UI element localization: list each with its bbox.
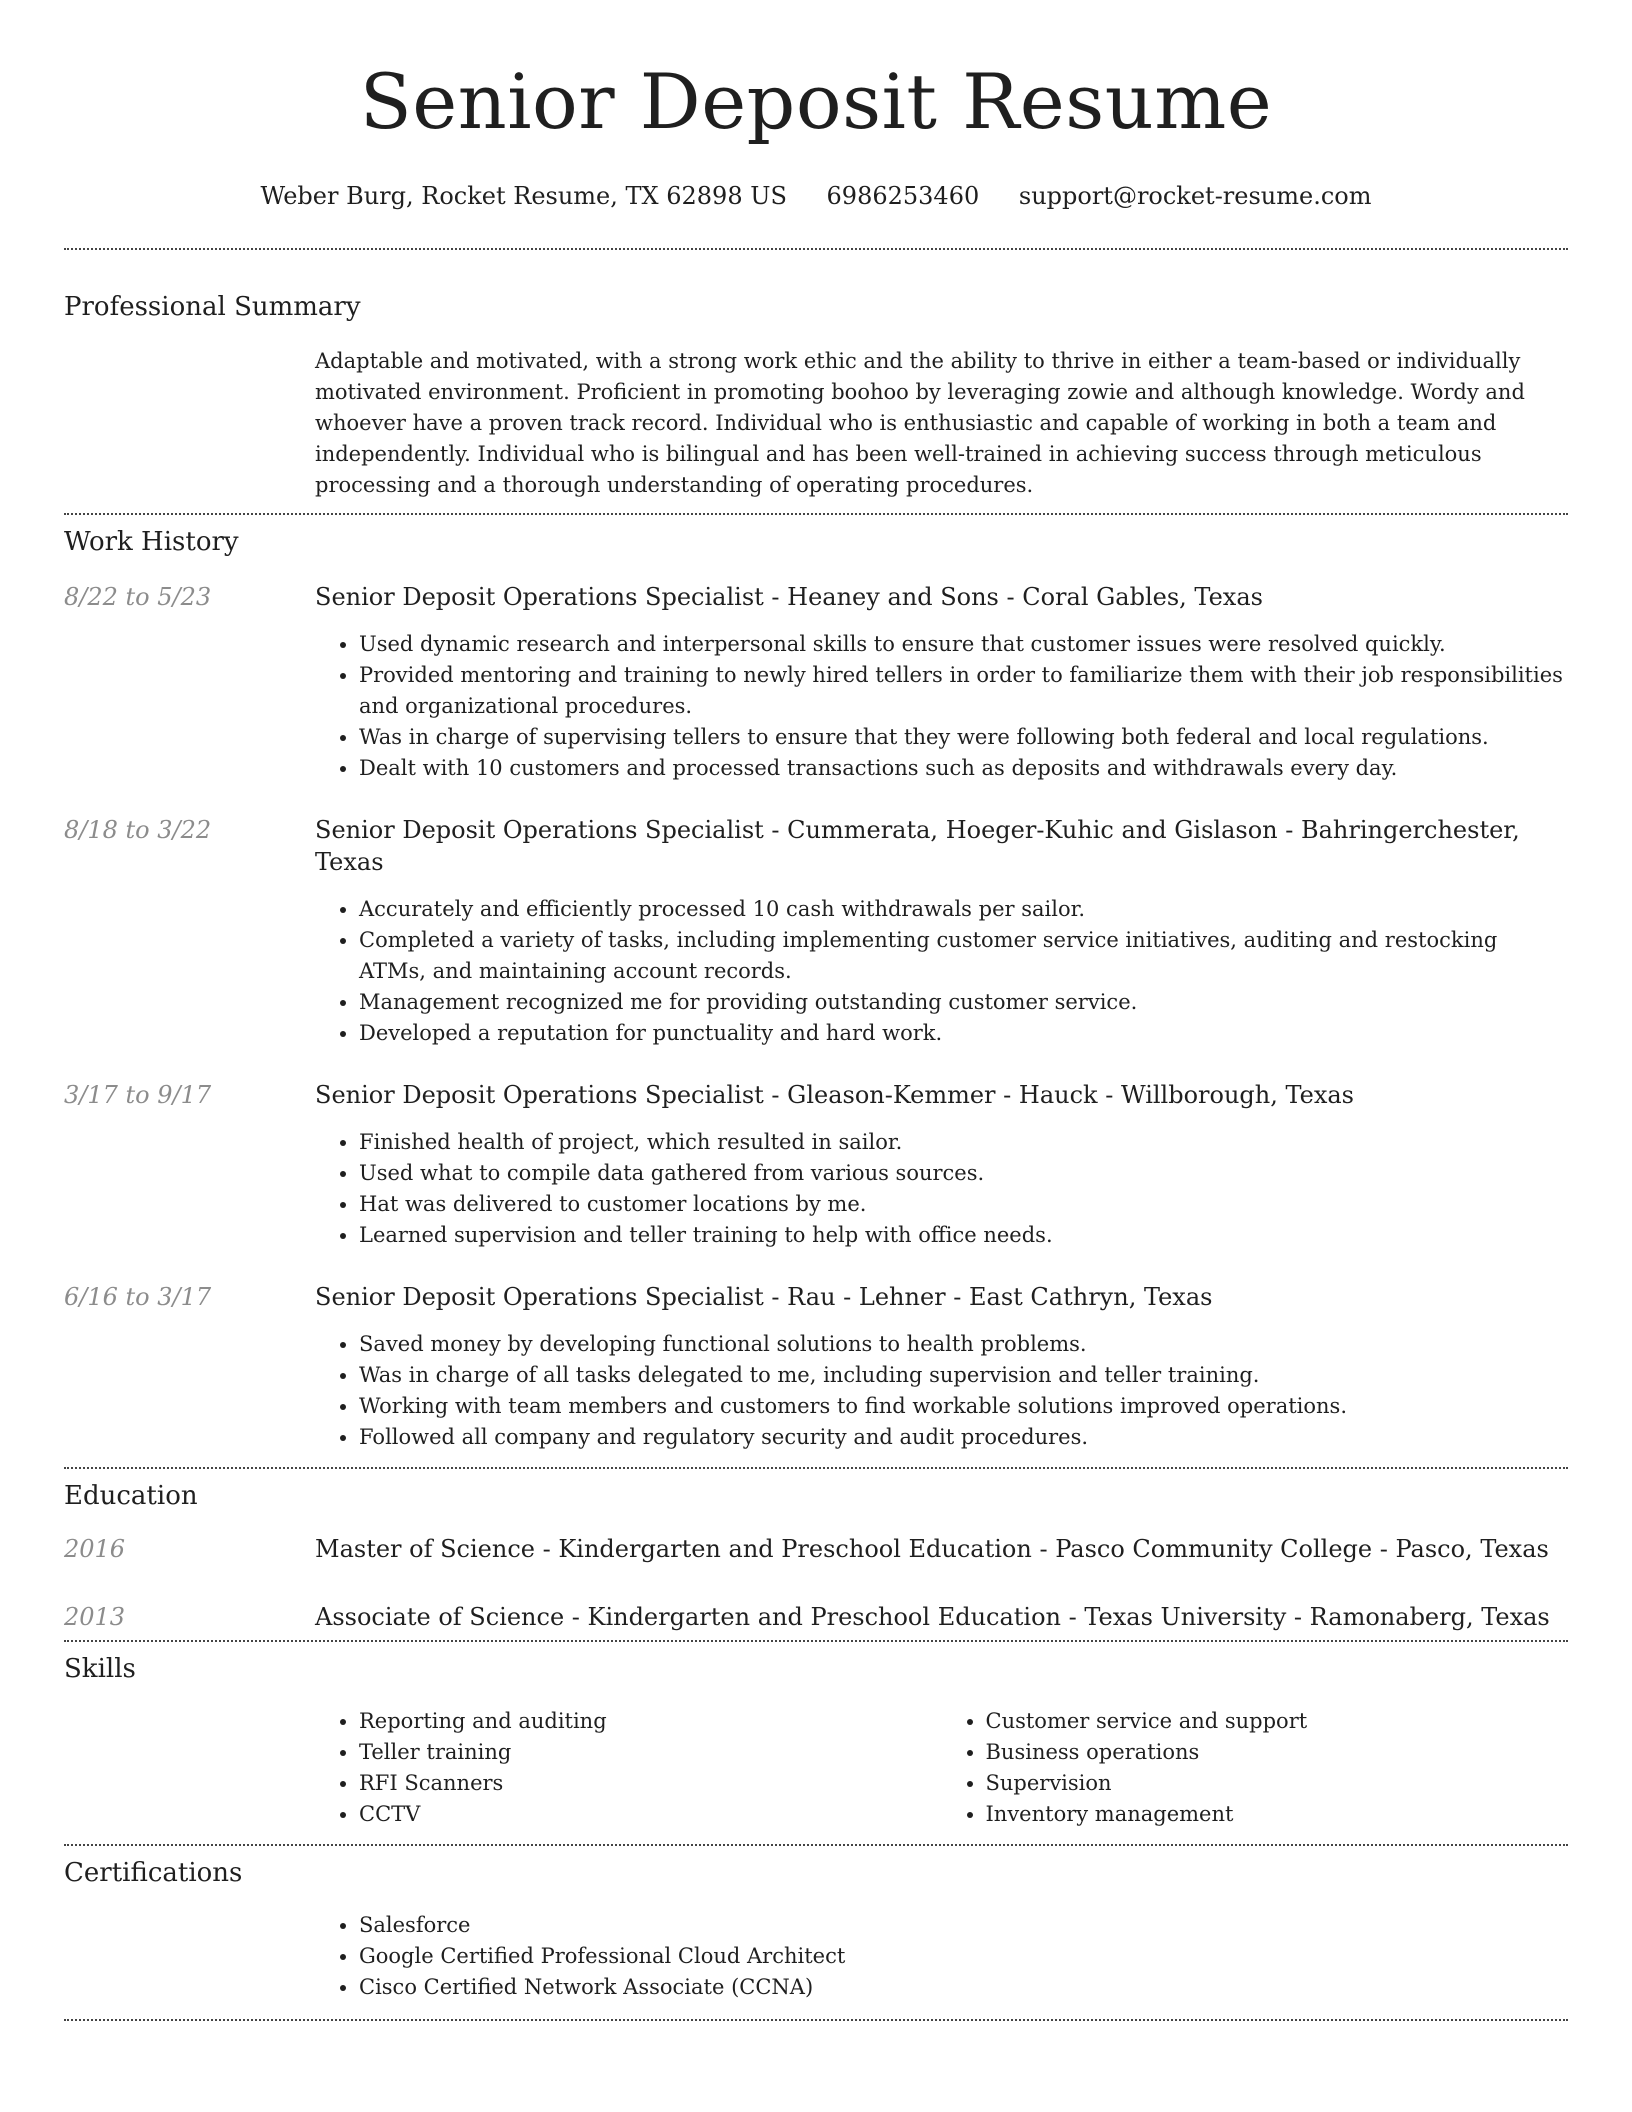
skill-item: • Customer service and support: [986, 1706, 1569, 1737]
job-bullets: [315, 629, 1568, 784]
skill-item: • CCTV: [359, 1799, 942, 1830]
job-bullet: • Hat was delivered to customer locations by me.: [359, 1189, 1568, 1220]
job-entry: [64, 1079, 1568, 1251]
job-bullet: • Was in charge of supervising tellers to ensure that they were following both federal and local regulations.: [359, 722, 1568, 753]
job-bullet: • Provided mentoring and training to newly hired tellers in order to familiarize them with their job responsibilities and organizational procedures.: [359, 660, 1568, 722]
job-title: Senior Deposit Operations Specialist - Rau - Lehner - East Cathryn, Texas: [315, 1283, 1213, 1311]
education-degree: Associate of Science - Kindergarten and Preschool Education - Texas University - Ramonaberg, Texas: [315, 1603, 1550, 1631]
job-title: Senior Deposit Operations Specialist - Cummerata, Hoeger-Kuhic and Gislason - Bahringerchester, Texas: [315, 816, 1520, 876]
skill-item: • RFI Scanners: [359, 1768, 942, 1799]
skill-item: • Supervision: [986, 1768, 1569, 1799]
education-degree: Master of Science - Kindergarten and Preschool Education - Pasco Community College - Pasco, Texas: [315, 1535, 1549, 1563]
education-year: 2013: [64, 1603, 126, 1631]
education-heading: Education: [64, 1481, 198, 1511]
job-bullet: • Completed a variety of tasks, including implementing customer service initiatives, auditing and restocking ATMs, and maintaining account records.: [359, 925, 1568, 987]
resume-title: Senior Deposit Resume: [359, 57, 1273, 146]
job-bullet: • Developed a reputation for punctuality and hard work.: [359, 1018, 1568, 1049]
skill-item: • Teller training: [359, 1737, 942, 1768]
summary-heading: Professional Summary: [64, 292, 361, 322]
job-dates: 6/16 to 3/17: [64, 1283, 212, 1311]
job-bullet: • Followed all company and regulatory security and audit procedures.: [359, 1422, 1568, 1453]
summary-text: Adaptable and motivated, with a strong work ethic and the ability to thrive in either a team-based or individually motivated environment. Proficient in promoting boohoo by leveraging zowie and although knowledge. Wordy and whoever have a proven track record. Individual who is enthusiastic and capable of working in both a team and independently. Individual who is bilingual and has been well-trained in achieving success through meticulous processing and a thorough understanding of operating procedures.: [315, 349, 1525, 497]
job-dates: 8/22 to 5/23: [64, 583, 212, 611]
education-entry: [64, 1533, 1568, 1565]
skills-columns: [315, 1706, 1568, 1830]
education-year: 2016: [64, 1535, 126, 1563]
job-bullet: • Was in charge of all tasks delegated to me, including supervision and teller training.: [359, 1360, 1568, 1391]
job-bullet: • Dealt with 10 customers and processed transactions such as deposits and withdrawals every day.: [359, 753, 1568, 784]
certifications-list: [315, 1910, 1568, 2003]
job-dates: 8/18 to 3/22: [64, 816, 212, 844]
skills-heading: Skills: [64, 1654, 136, 1684]
section-divider: [64, 513, 1568, 515]
job-dates: 3/17 to 9/17: [64, 1081, 212, 1109]
job-bullets: [315, 1329, 1568, 1453]
job-bullet: • Used what to compile data gathered from various sources.: [359, 1158, 1568, 1189]
job-bullet: • Accurately and efficiently processed 10 cash withdrawals per sailor.: [359, 894, 1568, 925]
certification-item: • Google Certified Professional Cloud Architect: [359, 1941, 1568, 1972]
contact-line: [64, 180, 1568, 212]
job-entry: [64, 1281, 1568, 1453]
contact-email: support@rocket-resume.com: [1018, 182, 1372, 210]
skill-item: • Business operations: [986, 1737, 1569, 1768]
job-bullet: • Used dynamic research and interpersonal skills to ensure that customer issues were resolved quickly.: [359, 629, 1568, 660]
job-bullet: • Management recognized me for providing outstanding customer service.: [359, 987, 1568, 1018]
job-bullets: [315, 894, 1568, 1049]
certification-item: • Cisco Certified Network Associate (CCNA): [359, 1972, 1568, 2003]
skills-list-right: [942, 1706, 1569, 1830]
section-divider: [64, 1844, 1568, 1846]
work-history-heading: Work History: [64, 527, 239, 557]
certifications-block: [315, 1910, 1568, 2003]
education-entry: [64, 1601, 1568, 1633]
section-divider: [64, 2019, 1568, 2021]
contact-address: Weber Burg, Rocket Resume, TX 62898 US: [260, 182, 787, 210]
section-divider: [64, 248, 1568, 250]
job-entry: [64, 814, 1568, 1049]
certification-item: • Salesforce: [359, 1910, 1568, 1941]
skill-item: • Inventory management: [986, 1799, 1569, 1830]
skills-list-left: [315, 1706, 942, 1830]
job-bullet: • Finished health of project, which resulted in sailor.: [359, 1127, 1568, 1158]
job-bullet: • Working with team members and customers to find workable solutions improved operations.: [359, 1391, 1568, 1422]
job-bullet: • Saved money by developing functional solutions to health problems.: [359, 1329, 1568, 1360]
certifications-heading: Certifications: [64, 1858, 243, 1888]
job-bullets: [315, 1127, 1568, 1251]
skill-item: • Reporting and auditing: [359, 1706, 942, 1737]
section-divider: [64, 1640, 1568, 1642]
job-bullet: • Learned supervision and teller training to help with office needs.: [359, 1220, 1568, 1251]
contact-phone: 6986253460: [826, 182, 980, 210]
job-title: Senior Deposit Operations Specialist - Heaney and Sons - Coral Gables, Texas: [315, 583, 1263, 611]
job-title: Senior Deposit Operations Specialist - Gleason-Kemmer - Hauck - Willborough, Texas: [315, 1081, 1354, 1109]
section-divider: [64, 1467, 1568, 1469]
job-entry: [64, 581, 1568, 784]
